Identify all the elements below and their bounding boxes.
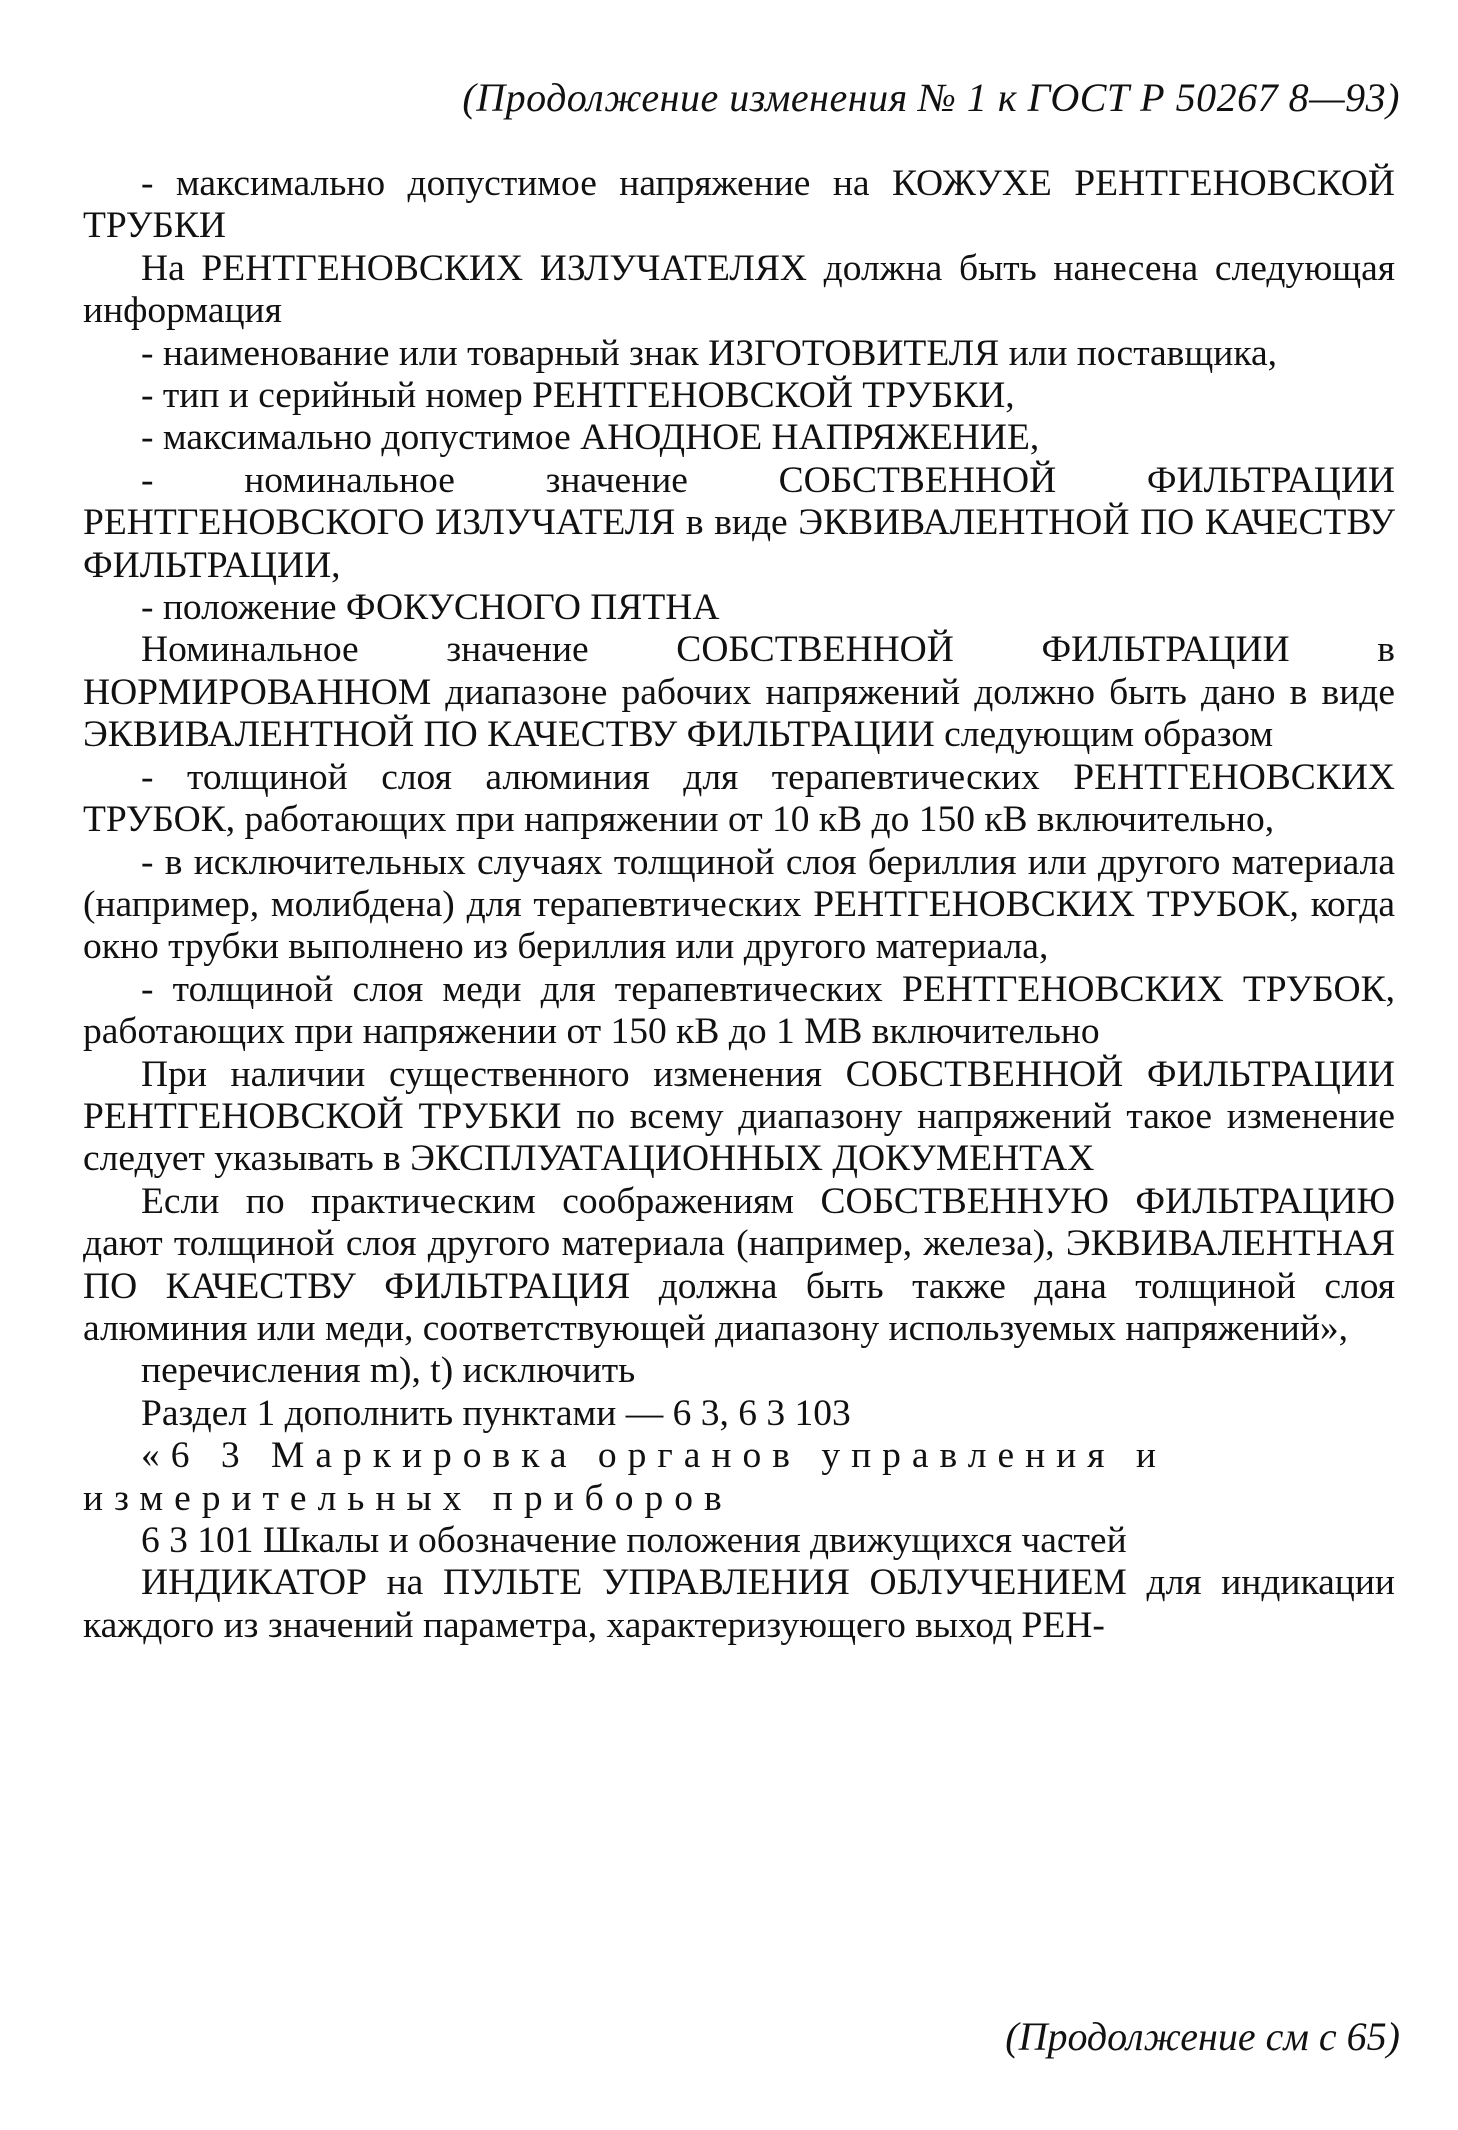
section-heading: «6 3 Маркировка органов управления и измерительных приборов	[83, 1435, 1167, 1519]
paragraph: ИНДИКАТОР на ПУЛЬТЕ УПРАВЛЕНИЯ ОБЛУЧЕНИЕМ для индикации каждого из значений параметра, характеризующего выход РЕН-	[83, 1562, 1395, 1646]
paragraph: - номинальное значение СОБСТВЕННОЙ ФИЛЬТРАЦИИ РЕНТГЕНОВСКОГО ИЗЛУЧАТЕЛЯ в виде ЭКВИВАЛЕНТНОЙ ПО КАЧЕСТВУ ФИЛЬТРАЦИИ,	[83, 459, 1395, 586]
paragraph: - толщиной слоя алюминия для терапевтических РЕНТГЕНОВСКИХ ТРУБОК, работающих при напряжении от 10 кВ до 150 кВ включительно,	[83, 756, 1395, 841]
document-body	[83, 163, 1395, 1647]
paragraph: Раздел 1 дополнить пунктами — 6 3, 6 3 103	[141, 1392, 851, 1434]
paragraph: 6 3 101 Шкалы и обозначение положения движущихся частей	[141, 1520, 1127, 1561]
paragraph: Номинальное значение СОБСТВЕННОЙ ФИЛЬТРАЦИИ в НОРМИРОВАННОМ диапазоне рабочих напряжений должно быть дано в виде ЭКВИВАЛЕНТНОЙ ПО КАЧЕСТВУ ФИЛЬТРАЦИИ следующим образом	[83, 629, 1395, 756]
paragraph: перечисления m), t) исключить	[141, 1350, 636, 1392]
paragraph: - толщиной слоя меди для терапевтических РЕНТГЕНОВСКИХ ТРУБОК, работающих при напряжении от 150 кВ до 1 МВ включительно	[83, 968, 1395, 1053]
paragraph: - тип и серийный номер РЕНТГЕНОВСКОЙ ТРУБКИ,	[141, 375, 1015, 417]
paragraph: - наименование или товарный знак ИЗГОТОВИТЕЛЯ или поставщика,	[141, 332, 1278, 374]
paragraph: Если по практическим соображениям СОБСТВЕННУЮ ФИЛЬТРАЦИЮ дают толщиной слоя другого материала (например, железа), ЭКВИВАЛЕНТНАЯ ПО КАЧЕСТВУ ФИЛЬТРАЦИЯ должна быть также дана толщиной слоя алюминия или меди, соответствующей диапазону используемых напряжений»,	[83, 1180, 1395, 1349]
paragraph: При наличии существенного изменения СОБСТВЕННОЙ ФИЛЬТРАЦИИ РЕНТГЕНОВСКОЙ ТРУБКИ по всему диапазону напряжений такое изменение следует указывать в ЭКСПЛУАТАЦИОННЫХ ДОКУМЕНТАХ	[83, 1053, 1395, 1180]
paragraph: - максимально допустимое АНОДНОЕ НАПРЯЖЕНИЕ,	[141, 417, 1040, 459]
page-footer: (Продолжение см с 65)	[1005, 2014, 1400, 2059]
paragraph: - в исключительных случаях толщиной слоя бериллия или другого материала (например, молибдена) для терапевтических РЕНТГЕНОВСКИХ ТРУБОК, когда окно трубки выполнено из бериллия или другого материала,	[83, 841, 1395, 968]
paragraph: - максимально допустимое напряжение на КОЖУХЕ РЕНТГЕНОВСКОЙ ТРУБКИ	[83, 163, 1395, 247]
paragraph: На РЕНТГЕНОВСКИХ ИЗЛУЧАТЕЛЯХ должна быть нанесена следующая информация	[83, 247, 1395, 332]
paragraph: - положение ФОКУСНОГО ПЯТНА	[141, 587, 720, 629]
page-header: (Продолжение изменения № 1 к ГОСТ Р 50267 8—93)	[462, 75, 1400, 120]
